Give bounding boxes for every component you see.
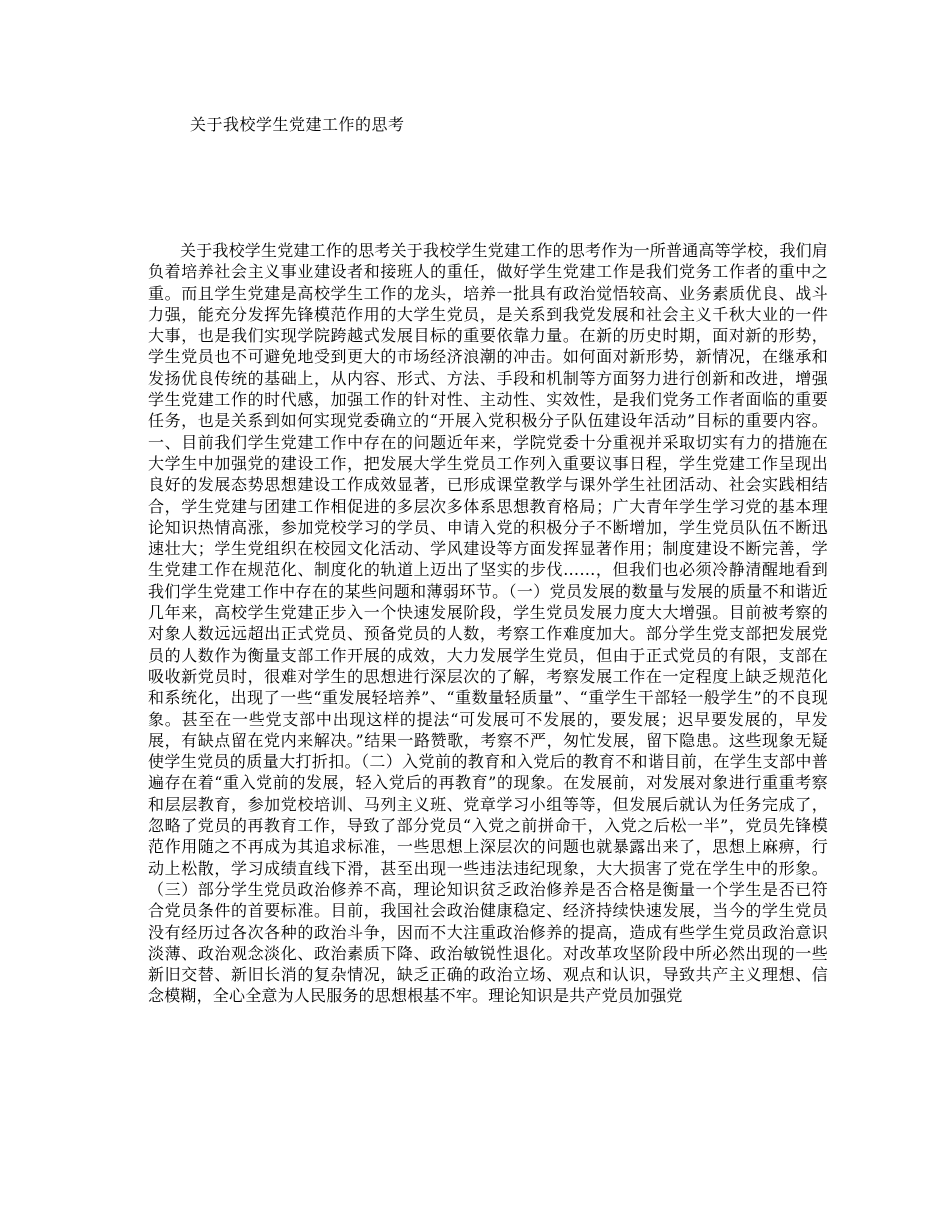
document-title: 关于我校学生党建工作的思考	[190, 115, 405, 134]
document-body-paragraph: 关于我校学生党建工作的思考关于我校学生党建工作的思考作为一所普通高等学校，我们肩负着培养社会主义事业建设者和接班人的重任，做好学生党建工作是我们党务工作者的重中之重。而且学生党建是高校学生工作的龙头，培养一批具有政治觉悟较高、业务素质优良、战斗力强，能充分发挥先锋模范作用的大学生党员，是关系到我党发展和社会主义千秋大业的一件大事，也是我们实现学院跨越式发展目标的重要依靠力量。在新的历史时期，面对新的形势，学生党员也不可避免地受到更大的市场经济浪潮的冲击。如何面对新形势，新情况，在继承和发扬优良传统的基础上，从内容、形式、方法、手段和机制等方面努力进行创新和改进，增强学生党建工作的时代感，加强工作的针对性、主动性、实效性，是我们党务工作者面临的重要任务，也是关系到如何实现党委确立的“开展入党积极分子队伍建设年活动”目标的重要内容。一、目前我们学生党建工作中存在的问题近年来，学院党委十分重视并采取切实有力的措施在大学生中加强党的建设工作，把发展大学生党员工作列入重要议事日程，学生党建工作呈现出良好的发展态势思想建设工作成效显著，已形成课堂教学与课外学生社团活动、社会实践相结合，学生党建与团建工作相促进的多层次多体系思想教育格局；广大青年学生学习党的基本理论知识热情高涨，参加党校学习的学员、申请入党的积极分子不断增加，学生党员队伍不断迅速壮大；学生党组织在校园文化活动、学风建设等方面发挥显著作用；制度建设不断完善，学生党建工作在规范化、制度化的轨道上迈出了坚实的步伐……，但我们也必须冷静清醒地看到我们学生党建工作中存在的某些问题和薄弱环节。（一）党员发展的数量与发展的质量不和谐近几年来，高校学生党建正步入一个快速发展阶段，学生党员发展力度大大增强。目前被考察的对象人数远远超出正式党员、预备党员的人数，考察工作难度加大。部分学生党支部把发展党员的人数作为衡量支部工作开展的成效，大力发展学生党员，但由于正式党员的有限，支部在吸收新党员时，很难对学生的思想进行深层次的了解，考察发展工作在一定程度上缺乏规范化和系统化，出现了一些“重发展轻培养”、“重数量轻质量”、“重学生干部轻一般学生”的不良现象。甚至在一些党支部中出现这样的提法“可发展可不发展的，要发展；迟早要发展的，早发展，有缺点留在党内来解决。”结果一路赞歌，考察不严，匆忙发展，留下隐患。这些现象无疑使学生党员的质量大打折扣。（二）入党前的教育和入党后的教育不和谐目前，在学生支部中普遍存在着“重入党前的发展，轻入党后的再教育”的现象。在发展前，对发展对象进行重重考察和层层教育，参加党校培训、马列主义班、党章学习小组等等，但发展后就认为任务完成了，忽略了党员的再教育工作，导致了部分党员“入党之前拼命干，入党之后松一半”，党员先锋模范作用随之不再成为其追求标准，一些思想上深层次的问题也就暴露出来了，思想上麻痹，行动上松散，学习成绩直线下滑，甚至出现一些违法违纪现象，大大损害了党在学生中的形象。（三）部分学生党员政治修养不高，理论知识贫乏政治修养是否合格是衡量一个学生是否已符合党员条件的首要标准。目前，我国社会政治健康稳定、经济持续快速发展，当今的学生党员没有经历过各次各种的政治斗争，因而不大注重政治修养的提高，造成有些学生党员政治意识淡薄、政治观念淡化、政治素质下降、政治敏锐性退化。对改革攻坚阶段中所必然出现的一些新旧交替、新旧长消的复杂情况，缺乏正确的政治立场、观点和认识，导致共产主义理想、信念模糊，全心全意为人民服务的思想根基不牢。理论知识是共产党员加强党	[148, 241, 829, 1006]
